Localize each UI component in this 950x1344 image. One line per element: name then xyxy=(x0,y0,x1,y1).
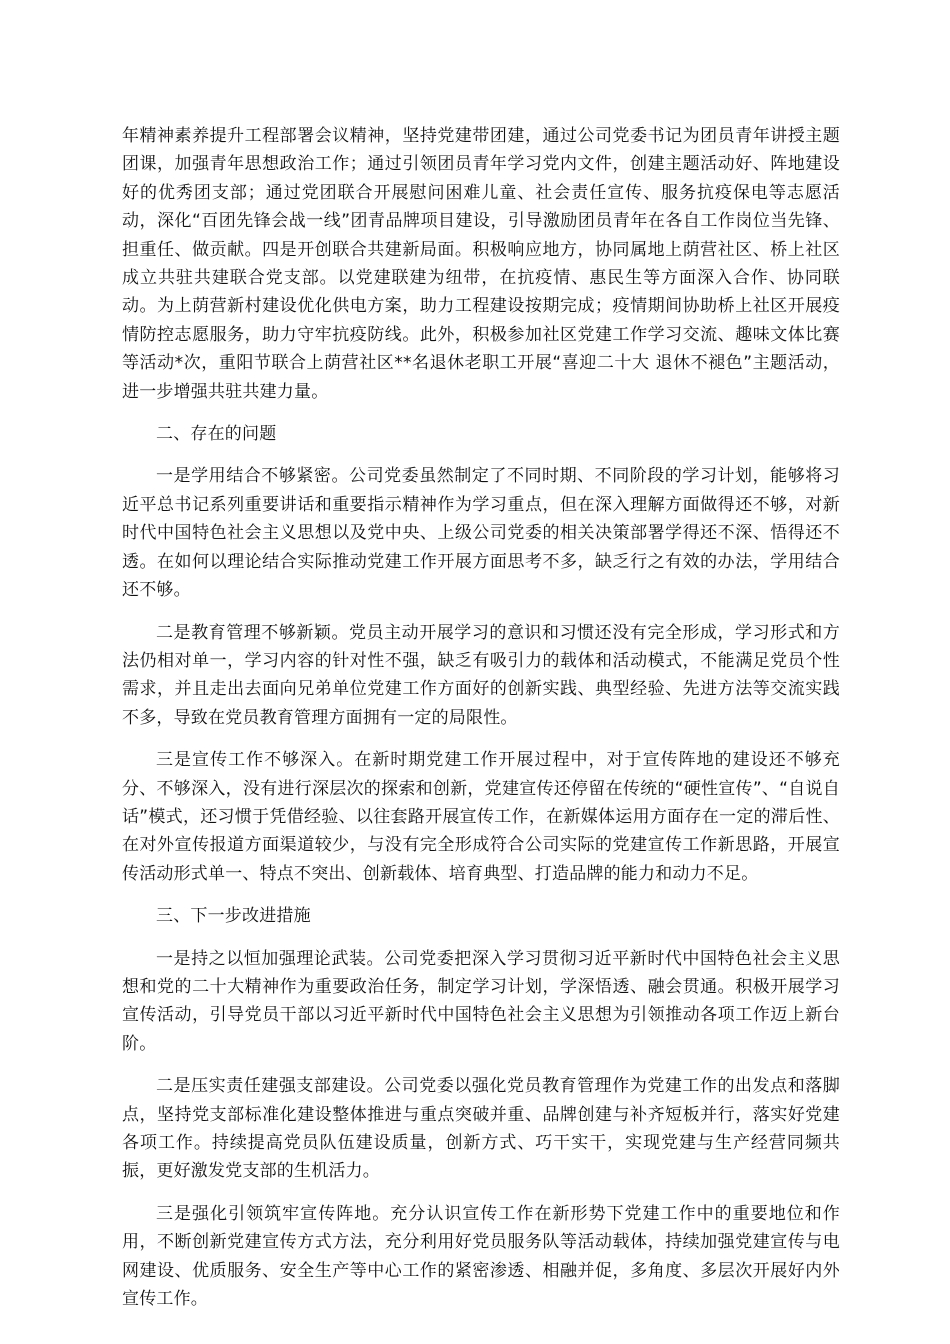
paragraph-measure-3: 三是强化引领筑牢宣传阵地。充分认识宣传工作在新形势下党建工作中的重要地位和作用，不断创新党建宣传方式方法，充分利用好党员服务队等活动载体，持续加强党建宣传与电网建设、优质服务、安全生产等中心工作的紧密渗透、相融并促，多角度、多层次开展好内外宣传工作。 xyxy=(122,1203,840,1310)
paragraph-continued: 年精神素养提升工程部署会议精神，坚持党建带团建，通过公司党委书记为团员青年讲授主题团课，加强青年思想政治工作；通过引领团员青年学习党内文件，创建主题活动好、阵地建设好的优秀团支部；通过党团联合开展慰问困难儿童、社会责任宣传、服务抗疫保电等志愿活动，深化“百团先锋会战一线”团青品牌项目建设，引导激励团员青年在各自工作岗位当先锋、担重任、做贡献。四是开创联合共建新局面。积极响应地方，协同属地上荫营社区、桥上社区成立共驻共建联合党支部。以党建联建为纽带，在抗疫情、惠民生等方面深入合作、协同联动。为上荫营新村建设优化供电方案，助力工程建设按期完成；疫情期间协助桥上社区开展疫情防控志愿服务，助力守牢抗疫防线。此外，积极参加社区党建工作学习交流、趣味文体比赛等活动*次，重阳节联合上荫营社区**名退休老职工开展“喜迎二十大 退休不褪色”主题活动，进一步增强共驻共建力量。 xyxy=(122,126,840,402)
paragraph-problem-2: 二是教育管理不够新颖。党员主动开展学习的意识和习惯还没有完全形成，学习形式和方法仍相对单一，学习内容的针对性不强，缺乏有吸引力的载体和活动模式，不能满足党员个性需求，并且走出去面向兄弟单位党建工作方面好的创新实践、典型经验、先进方法等交流实践不多，导致在党员教育管理方面拥有一定的局限性。 xyxy=(122,622,840,728)
paragraph-measure-2: 二是压实责任建强支部建设。公司党委以强化党员教育管理作为党建工作的出发点和落脚点，坚持党支部标准化建设整体推进与重点突破并重、品牌创建与补齐短板并行，落实好党建各项工作。持续提高党员队伍建设质量，创新方式、巧干实干，实现党建与生产经营同频共振，更好激发党支部的生机活力。 xyxy=(122,1076,840,1182)
paragraph-problem-3: 三是宣传工作不够深入。在新时期党建工作开展过程中，对于宣传阵地的建设还不够充分、不够深入，没有进行深层次的探索和创新，党建宣传还停留在传统的“硬性宣传”、“自说自话”模式，还习惯于凭借经验、以往套路开展宣传工作，在新媒体运用方面存在一定的滞后性、在对外宣传报道方面渠道较少，与没有完全形成符合公司实际的党建宣传工作新思路，开展宣传活动形式单一、特点不突出、创新载体、培育典型、打造品牌的能力和动力不足。 xyxy=(122,750,840,884)
document-body xyxy=(122,122,840,1327)
paragraph-problem-1: 一是学用结合不够紧密。公司党委虽然制定了不同时期、不同阶段的学习计划，能够将习近平总书记系列重要讲话和重要指示精神作为学习重点，但在深入理解方面做得还不够，对新时代中国特色社会主义思想以及党中央、上级公司党委的相关决策部署学得还不深、悟得还不透。在如何以理论结合实际推动党建工作开展方面思考不多，缺乏行之有效的办法，学用结合还不够。 xyxy=(122,466,840,601)
section-heading-improvements: 三、下一步改进措施 xyxy=(156,906,311,927)
paragraph-measure-1: 一是持之以恒加强理论武装。公司党委把深入学习贯彻习近平新时代中国特色社会主义思想和党的二十大精神作为重要政治任务，制定学习计划，学深悟透、融会贯通。积极开展学习宣传活动，引导党员干部以习近平新时代中国特色社会主义思想为引领推动各项工作迈上新台阶。 xyxy=(122,948,840,1054)
section-heading-problems: 二、存在的问题 xyxy=(156,424,277,445)
